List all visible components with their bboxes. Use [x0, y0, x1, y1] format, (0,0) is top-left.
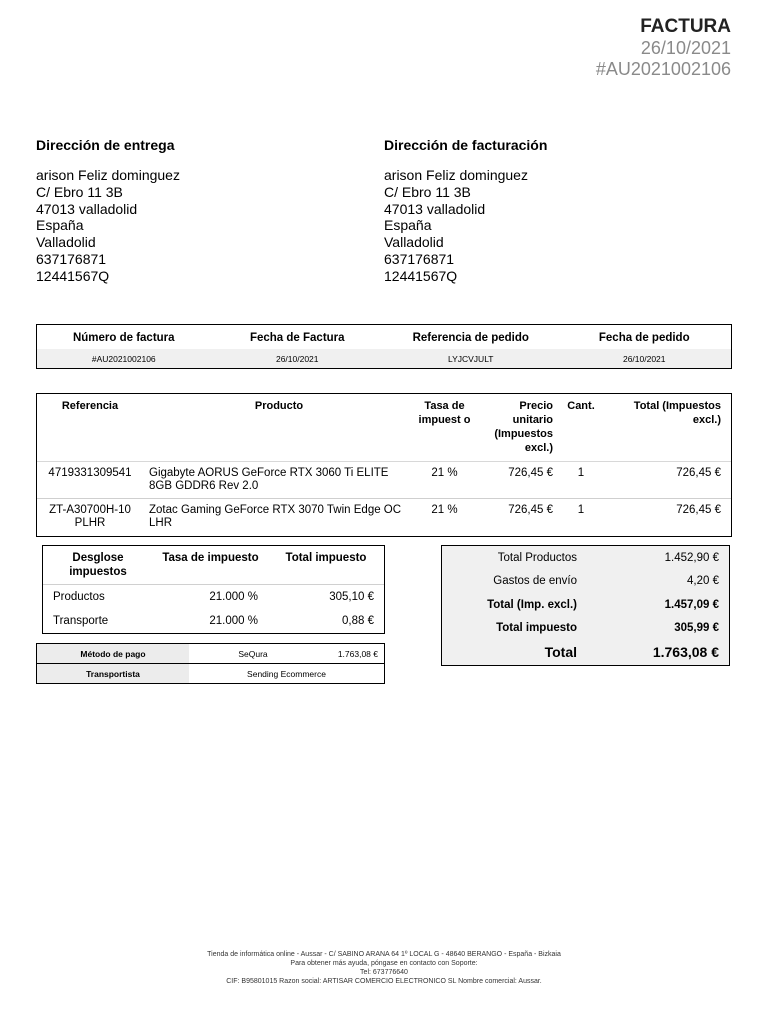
product-reference: 4719331309541 [48, 467, 132, 479]
delivery-address-line: 12441567Q [36, 267, 110, 284]
delivery-address [36, 137, 336, 285]
totals-row-label: Total impuesto [496, 622, 577, 635]
order-reference: LYJCVJULT [384, 349, 558, 368]
order-invoice-date: 26/10/2021 [211, 349, 385, 368]
invoice-title: FACTURA [640, 16, 731, 37]
payment-carrier-table [36, 643, 385, 684]
totals-row-value: 1.452,90 € [664, 551, 719, 564]
totals-row [442, 546, 729, 570]
tax-header-total: Total impuesto [285, 552, 367, 564]
totals-row [442, 617, 729, 641]
totals-row-label: Gastos de envío [493, 575, 577, 588]
footer-line: Tienda de informática online - Aussar - C/ SABINO ARANA 64 1º LOCAL G - 48640 BERANGO - España - Bizkaia [207, 951, 561, 958]
tax-row-total: 0,88 € [342, 614, 374, 627]
billing-address-line: arison Feliz dominguez [384, 167, 528, 183]
delivery-address-line: 637176871 [36, 250, 107, 267]
carrier-value: Sending Ecommerce [247, 668, 326, 679]
grand-total-label: Total [544, 644, 577, 660]
product-reference: ZT-A30700H-10 PLHR [49, 504, 131, 529]
delivery-address-line: España [36, 217, 84, 234]
products-header-product: Producto [254, 400, 304, 412]
footer-line: CIF: B95801015 Razon social: ARTISAR COMERCIO ELECTRONICO SL Nombre comercial: Aussar. [226, 978, 542, 985]
order-header-invoice-number: Número de factura [72, 332, 175, 344]
grand-total-value: 1.763,08 € [652, 644, 719, 660]
tax-row-label: Productos [53, 590, 105, 603]
payment-method-amount: 1.763,08 € [337, 648, 378, 659]
product-unit-price: 726,45 € [508, 467, 553, 479]
order-invoice-number: #AU2021002106 [37, 349, 211, 368]
product-quantity: 1 [577, 504, 585, 516]
tax-breakdown-table [42, 545, 385, 634]
order-date: 26/10/2021 [558, 349, 732, 368]
product-unit-price: 726,45 € [508, 504, 553, 516]
invoice-date: 26/10/2021 [640, 38, 731, 58]
product-name: Gigabyte AORUS GeForce RTX 3060 Ti ELITE 8GB GDDR6 Rev 2.0 [149, 467, 389, 492]
tax-row-rate: 21.000 % [209, 614, 258, 627]
billing-address-line: España [384, 217, 432, 234]
product-row [37, 499, 731, 536]
product-tax-rate: 21 % [431, 504, 458, 516]
billing-address-heading: Dirección de facturación [384, 137, 548, 153]
product-tax-rate: 21 % [431, 467, 458, 479]
tax-header-breakdown: Desglose impuestos [69, 552, 127, 578]
billing-address-line: C/ Ebro 11 3B [384, 183, 471, 200]
billing-address-line: Valladolid [384, 234, 444, 251]
product-total: 726,45 € [676, 504, 721, 516]
delivery-address-line: arison Feliz dominguez [36, 167, 180, 183]
footer [0, 950, 768, 986]
totals-row-label: Total (Imp. excl.) [487, 598, 577, 611]
tax-row-label: Transporte [53, 614, 109, 627]
billing-address-line: 47013 valladolid [384, 200, 486, 217]
product-name: Zotac Gaming GeForce RTX 3070 Twin Edge OC LHR [149, 504, 402, 529]
tax-row [43, 609, 384, 633]
order-header-invoice-date: Fecha de Factura [249, 332, 345, 344]
invoice-header [596, 16, 731, 80]
tax-header-rate: Tasa de impuesto [162, 552, 259, 564]
payment-method-label: Método de pago [37, 644, 189, 664]
totals-row-value: 4,20 € [687, 575, 719, 588]
carrier-label: Transportista [37, 664, 189, 684]
payment-method-value: SeQura [238, 648, 268, 659]
billing-address-line: 12441567Q [384, 267, 458, 284]
totals-row-value: 1.457,09 € [664, 598, 719, 611]
footer-line: Para obtener más ayuda, póngase en contacto con Soporte: [290, 960, 478, 967]
product-total: 726,45 € [676, 467, 721, 479]
products-header-reference: Referencia [61, 400, 119, 412]
payment-method-row [37, 644, 384, 664]
products-table [36, 393, 732, 537]
tax-row-rate: 21.000 % [209, 590, 258, 603]
products-header-total: Total (Impuestos excl.) [633, 400, 721, 426]
totals-row [442, 570, 729, 594]
totals-row-value: 305,99 € [674, 622, 719, 635]
tax-row [43, 585, 384, 610]
order-header-order-reference: Referencia de pedido [412, 332, 529, 344]
totals-box [441, 545, 730, 666]
grand-total-row [442, 640, 729, 664]
products-header-tax-rate: Tasa de impuest o [418, 400, 471, 426]
footer-line: Tel: 673776640 [360, 969, 408, 976]
delivery-address-heading: Dirección de entrega [36, 137, 175, 153]
totals-row [442, 593, 729, 617]
tax-row-total: 305,10 € [329, 590, 374, 603]
order-info-row [37, 349, 731, 368]
products-header-unit-price: Precio unitario (Impuestos excl.) [494, 400, 553, 454]
product-row [37, 462, 731, 499]
delivery-address-line: Valladolid [36, 234, 96, 251]
product-quantity: 1 [577, 467, 585, 479]
carrier-row [37, 664, 384, 684]
products-header-quantity: Cant. [567, 400, 595, 412]
order-info-table [36, 324, 732, 369]
delivery-address-line: C/ Ebro 11 3B [36, 183, 123, 200]
delivery-address-line: 47013 valladolid [36, 200, 138, 217]
order-header-order-date: Fecha de pedido [598, 332, 690, 344]
billing-address-line: 637176871 [384, 250, 455, 267]
invoice-number: #AU2021002106 [595, 59, 731, 79]
billing-address [384, 137, 684, 285]
totals-row-label: Total Productos [497, 551, 577, 564]
